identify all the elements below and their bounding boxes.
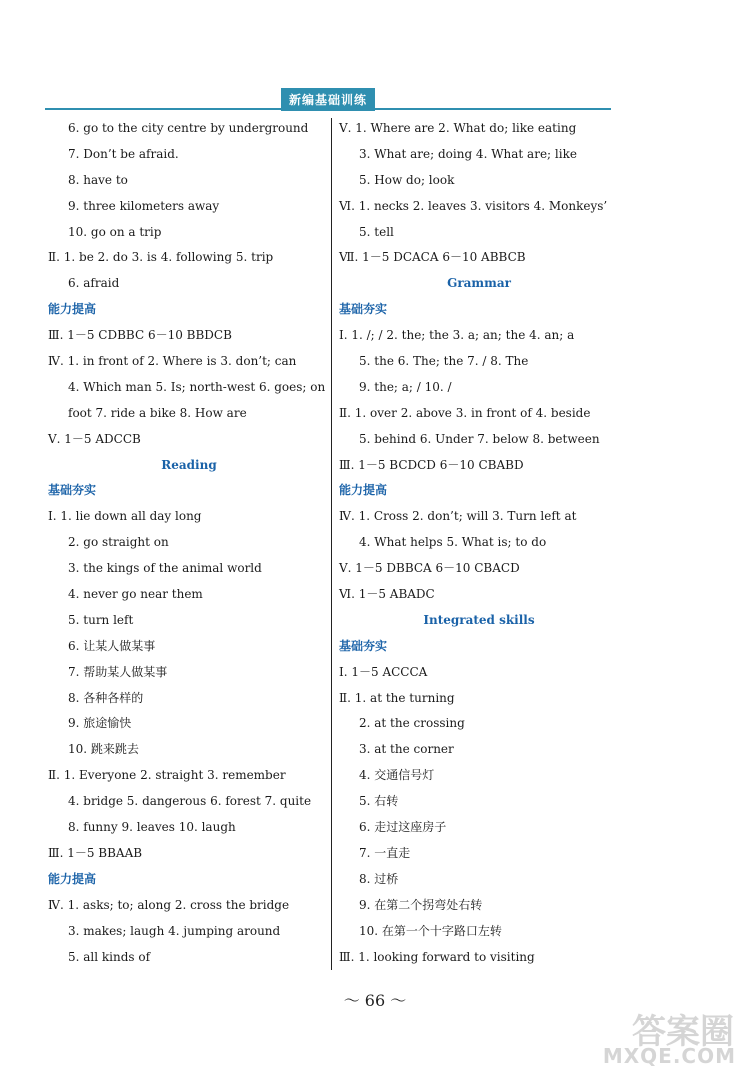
answer-line: foot 7. ride a bike 8. How are [68,405,247,420]
answer-line: 10. 在第一个十字路口左转 [359,923,502,938]
answer-line: 4. bridge 5. dangerous 6. forest 7. quite [68,794,312,809]
answer-line: 5. 右转 [359,794,399,809]
right-column [339,116,619,970]
answer-line: Ⅳ. 1. Cross 2. don’t; will 3. Turn left at [339,509,577,524]
answer-line: Ⅲ. 1－5 BBAAB [48,845,143,860]
subsection-label: 能力提高 [48,302,97,317]
answer-line: 5. behind 6. Under 7. below 8. between [359,431,600,446]
answer-line: 2. go straight on [68,535,169,550]
section-heading: Reading [161,457,217,472]
answer-line: 8. 过桥 [359,871,399,886]
answer-line: 5. tell [359,224,394,239]
column-divider [331,118,332,970]
running-header [45,88,611,110]
answer-line: Ⅲ. 1－5 BCDCD 6－10 CBABD [339,457,524,472]
answer-line: Ⅰ. 1. /; / 2. the; the 3. a; an; the 4. an; a [339,328,575,343]
answer-line: 9. the; a; / 10. / [359,379,452,394]
subsection-label: 基础夯实 [339,638,388,653]
answer-line: Ⅵ. 1－5 ABADC [339,587,435,602]
subsection-label: 基础夯实 [339,302,388,317]
header-title: 新编基础训练 [281,88,375,111]
answer-line: Ⅰ. 1. lie down all day long [48,509,202,524]
answer-line: 4. Which man 5. Is; north-west 6. goes; on [68,379,326,394]
answer-line: 10. 跳来跳去 [68,742,139,757]
answer-line: 2. at the crossing [359,716,465,731]
subsection-label: 能力提高 [48,871,97,886]
answer-line: 5. the 6. The; the 7. / 8. The [359,354,529,369]
answer-line: 7. 帮助某人做某事 [68,664,168,679]
answer-line: 3. What are; doing 4. What are; like [359,146,577,161]
subsection-label: 基础夯实 [48,483,97,498]
answer-line: 8. have to [68,172,128,187]
answer-line: 5. all kinds of [68,949,151,964]
answer-line: Ⅱ. 1. at the turning [339,690,455,705]
page-number: ～ 66 ～ [343,991,407,1010]
answer-line: 4. 交通信号灯 [359,768,435,783]
left-column [48,116,330,970]
answer-line: 10. go on a trip [68,224,162,239]
answer-line: 8. 各种各样的 [68,690,144,705]
section-heading: Integrated skills [423,612,535,627]
answer-line: 7. 一直走 [359,845,411,860]
watermark-logo [602,1000,740,1074]
answer-line: 8. funny 9. leaves 10. laugh [68,820,236,835]
answer-line: Ⅶ. 1－5 DCACA 6－10 ABBCB [339,250,526,265]
subsection-label: 能力提高 [339,483,388,498]
answer-line: 9. 在第二个拐弯处右转 [359,897,483,912]
answer-line: 5. turn left [68,612,134,627]
answer-line: 3. makes; laugh 4. jumping around [68,923,281,938]
answer-line: Ⅲ. 1. looking forward to visiting [339,949,535,964]
answer-line: 4. What helps 5. What is; to do [359,535,547,550]
answer-line: 3. at the corner [359,742,454,757]
answer-line: Ⅳ. 1. asks; to; along 2. cross the bridge [48,897,290,912]
answer-line: 5. How do; look [359,172,455,187]
answer-line: 9. 旅途愉快 [68,716,132,731]
answer-line: Ⅴ. 1－5 ADCCB [48,431,141,446]
answer-line: Ⅱ. 1. over 2. above 3. in front of 4. beside [339,405,591,420]
answer-line: 6. afraid [68,276,120,291]
watermark-line1: 答案圈 [632,1012,734,1052]
answer-line: Ⅲ. 1－5 CDBBC 6－10 BBDCB [48,328,232,343]
answer-line: Ⅰ. 1－5 ACCCA [339,664,428,679]
answer-line: 3. the kings of the animal world [68,561,262,576]
watermark-line2: MXQE.COM [602,1044,736,1068]
answer-line: 6. 让某人做某事 [68,638,156,653]
answer-line: Ⅱ. 1. be 2. do 3. is 4. following 5. trip [48,250,274,265]
answer-line: 9. three kilometers away [68,198,220,213]
section-heading: Grammar [447,276,511,291]
answer-line: Ⅱ. 1. Everyone 2. straight 3. remember [48,768,286,783]
answer-line: 7. Don’t be afraid. [68,146,179,161]
answer-line: Ⅵ. 1. necks 2. leaves 3. visitors 4. Monkeys’ [339,198,608,213]
answer-line: 6. go to the city centre by underground [68,121,309,135]
answer-line: Ⅳ. 1. in front of 2. Where is 3. don’t; can [48,354,297,369]
answer-line: Ⅴ. 1. Where are 2. What do; like eating [339,121,577,135]
answer-line: 4. never go near them [68,587,203,602]
answer-line: Ⅴ. 1－5 DBBCA 6－10 CBACD [339,561,520,576]
answer-line: 6. 走过这座房子 [359,820,447,835]
